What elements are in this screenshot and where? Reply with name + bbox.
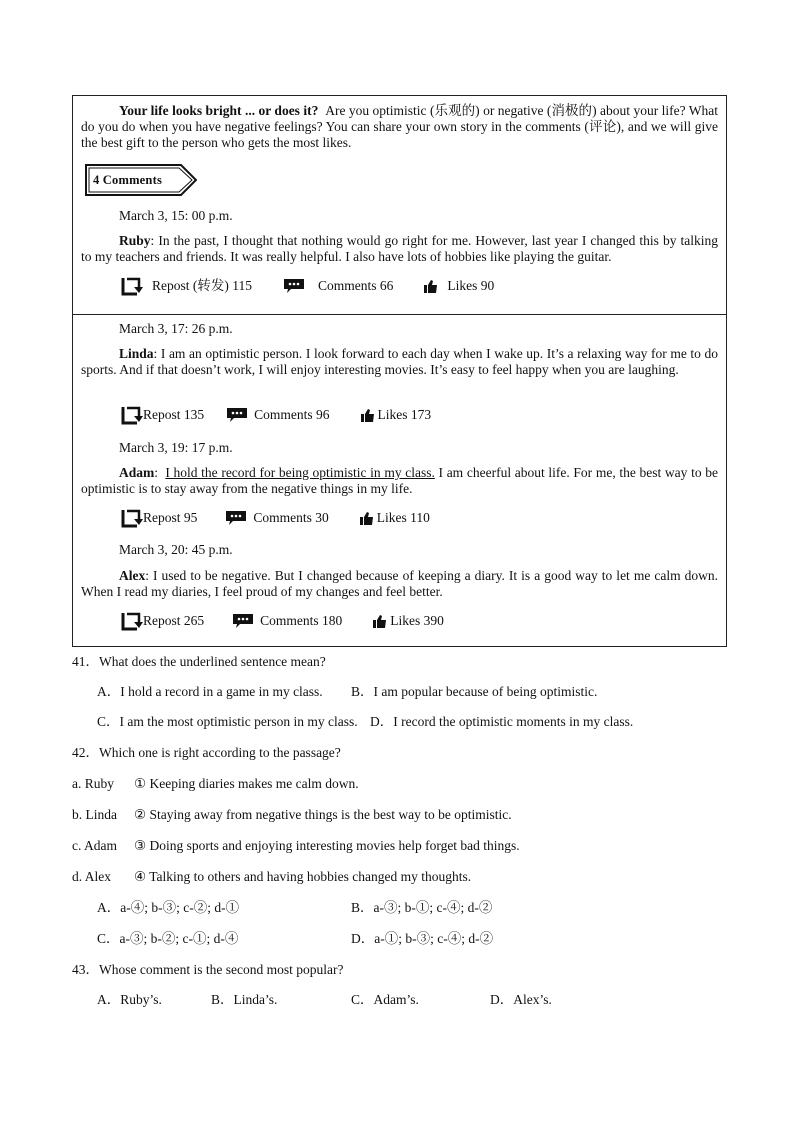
question-43-option-d[interactable]: D．Alex’s. bbox=[490, 992, 552, 1007]
thumbs-up-icon bbox=[373, 614, 387, 628]
chat-icon bbox=[283, 278, 305, 294]
question-43-option-c[interactable]: C．Adam’s. bbox=[351, 992, 419, 1007]
commenter-name: Linda bbox=[119, 346, 154, 361]
match-left-item: d. Alex bbox=[72, 869, 111, 884]
comment-time: March 3, 15: 00 p.m. bbox=[119, 208, 233, 223]
match-right-item: ④ Talking to others and having hobbies changed my thoughts. bbox=[134, 869, 472, 884]
post-intro-text: Are you optimistic (乐观的) or negative (消极的) about your life? What do you do when you have negative feelings? You can share your own story in the comments (评论), and we will give the best gift to the person who gets the most likes. bbox=[81, 103, 719, 150]
post-box bbox=[72, 95, 727, 647]
repost-count: Repost 135 bbox=[143, 407, 205, 422]
match-right-item: ② Staying away from negative things is the best way to be optimistic. bbox=[134, 807, 512, 822]
comments-tag-label: 4 Comments bbox=[93, 173, 163, 187]
comment-body: Adam: I hold the record for being optimistic in my class. I am cheerful about life. For me, the best way to be optimistic is to stay away from the negative things in my life. bbox=[81, 465, 718, 496]
commenter-name: Adam bbox=[119, 465, 155, 480]
post-title: Your life looks bright ... or does it? bbox=[119, 103, 319, 118]
divider bbox=[73, 314, 726, 315]
match-left-item: c. Adam bbox=[72, 838, 117, 853]
comments-count: Comments 96 bbox=[254, 407, 330, 422]
comments-count: Comments 180 bbox=[260, 613, 343, 628]
comment-body bbox=[81, 233, 718, 265]
question-41-option-d[interactable]: D．I record the optimistic moments in my class. bbox=[370, 714, 634, 729]
comment-text: : I am an optimistic person. I look forward to each day when I wake up. It’s a relaxing way for me to do sports. And if that doesn’t work, I will enjoy interesting movies. It’s easy to feel happy when you are laughing. bbox=[81, 346, 718, 377]
thumbs-up-icon bbox=[361, 408, 375, 422]
comment-text: I am cheerful about life. For me, the best way to be optimistic is to stay away from the negative things in my life. bbox=[81, 465, 718, 496]
repost-button[interactable] bbox=[121, 508, 197, 528]
match-right-item: ③ Doing sports and enjoying interesting movies help forget bad things. bbox=[134, 838, 520, 853]
question-42-option-b[interactable]: B．a-③; b-①; c-④; d-② bbox=[351, 900, 493, 915]
comments-button[interactable] bbox=[225, 510, 328, 526]
comment-text: : In the past, I thought that nothing would go right for me. However, last year I changed this by talking to my teachers and friends. It was really helpful. I also have lots of hobbies like playing the guitar. bbox=[81, 233, 718, 264]
likes-button[interactable] bbox=[424, 278, 494, 294]
comment-stats bbox=[121, 276, 494, 296]
repost-count: Repost 95 bbox=[143, 510, 198, 525]
thumbs-up-icon bbox=[424, 279, 438, 293]
repost-button[interactable] bbox=[121, 611, 204, 631]
repost-count: Repost (转发) 115 bbox=[152, 278, 252, 293]
chat-icon bbox=[225, 510, 247, 526]
question-43-option-a[interactable]: A．Ruby’s. bbox=[97, 992, 162, 1007]
underlined-sentence: I hold the record for being optimistic in my class. bbox=[165, 465, 435, 480]
likes-count: Likes 390 bbox=[390, 613, 444, 628]
question-41-stem: 41．What does the underlined sentence mean? bbox=[72, 654, 326, 669]
commenter-name: Ruby bbox=[119, 233, 151, 248]
repost-icon bbox=[121, 508, 143, 528]
comment-body bbox=[81, 568, 718, 600]
comment-stats bbox=[121, 611, 444, 631]
comments-tag[interactable] bbox=[85, 164, 197, 196]
repost-icon bbox=[121, 405, 143, 425]
question-42-option-a[interactable]: A．a-④; b-③; c-②; d-① bbox=[97, 900, 240, 915]
chat-icon bbox=[232, 613, 254, 629]
question-41-option-c[interactable]: C．I am the most optimistic person in my class. bbox=[97, 714, 358, 729]
repost-button[interactable] bbox=[121, 405, 204, 425]
repost-icon bbox=[121, 611, 143, 631]
likes-count: Likes 173 bbox=[377, 407, 432, 422]
comment-time: March 3, 17: 26 p.m. bbox=[119, 321, 233, 336]
thumbs-up-icon bbox=[360, 511, 374, 525]
match-left-item: b. Linda bbox=[72, 807, 117, 822]
repost-icon bbox=[121, 276, 143, 296]
comment-time: March 3, 19: 17 p.m. bbox=[119, 440, 233, 455]
chat-icon bbox=[226, 407, 248, 423]
question-43-option-b[interactable]: B．Linda’s. bbox=[211, 992, 278, 1007]
comment-time: March 3, 20: 45 p.m. bbox=[119, 542, 233, 557]
comments-count: Comments 30 bbox=[253, 510, 329, 525]
commenter-name: Alex bbox=[119, 568, 146, 583]
match-left-item: a. Ruby bbox=[72, 776, 114, 791]
repost-button[interactable] bbox=[121, 276, 252, 296]
comment-stats bbox=[121, 508, 430, 528]
likes-button[interactable] bbox=[373, 613, 444, 629]
match-right-item: ① Keeping diaries makes me calm down. bbox=[134, 776, 359, 791]
post-intro bbox=[81, 103, 718, 151]
comments-button[interactable] bbox=[226, 407, 329, 423]
question-42-option-c[interactable]: C．a-③; b-②; c-①; d-④ bbox=[97, 931, 239, 946]
comments-count: Comments 66 bbox=[318, 278, 394, 293]
question-42-option-d[interactable]: D．a-①; b-③; c-④; d-② bbox=[351, 931, 494, 946]
likes-button[interactable] bbox=[361, 407, 432, 423]
question-42-stem: 42．Which one is right according to the passage? bbox=[72, 745, 341, 760]
question-43-stem: 43．Whose comment is the second most popular? bbox=[72, 962, 344, 977]
repost-count: Repost 265 bbox=[143, 613, 205, 628]
comment-stats bbox=[121, 405, 431, 425]
comments-button[interactable] bbox=[232, 613, 342, 629]
likes-count: Likes 90 bbox=[447, 278, 495, 293]
question-41-option-b[interactable]: B．I am popular because of being optimistic. bbox=[351, 684, 598, 699]
comment-body bbox=[81, 346, 718, 378]
likes-count: Likes 110 bbox=[376, 510, 430, 525]
comment-text: : I used to be negative. But I changed because of keeping a diary. It is a good way to let me calm down. When I read my diaries, I feel proud of my changes and feel better. bbox=[81, 568, 718, 599]
comments-button[interactable] bbox=[283, 278, 393, 294]
question-41-option-a[interactable]: A．I hold a record in a game in my class. bbox=[97, 684, 323, 699]
likes-button[interactable] bbox=[360, 510, 430, 526]
